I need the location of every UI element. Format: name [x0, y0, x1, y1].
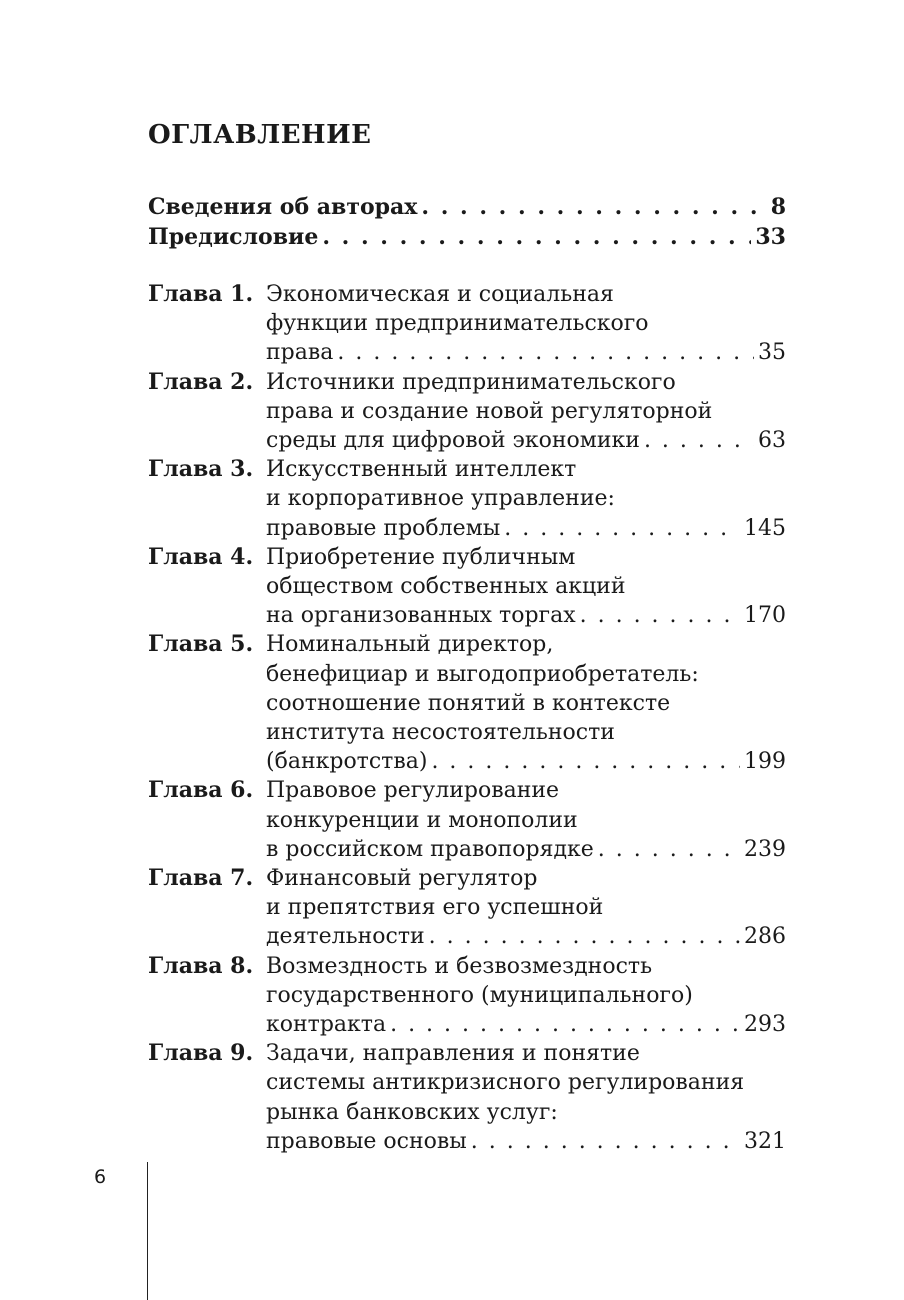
chapter-title-line: соотношение понятий в контексте [266, 690, 671, 716]
dot-leader [431, 747, 740, 776]
chapter-title-line: и корпоративное управление: [266, 486, 615, 512]
chapter-title-line: Правовое регулирование [266, 778, 560, 804]
dot-leader [390, 1010, 740, 1039]
chapter-last-line [266, 835, 786, 864]
chapter-label: Глава 5. [148, 631, 254, 658]
chapter-title-line: (банкротства) [266, 749, 428, 775]
chapter-body [266, 543, 786, 631]
chapter-page: 239 [744, 836, 786, 862]
chapter-title-line: среды для цифровой экономики [266, 428, 640, 454]
toc-entry-authors [148, 192, 786, 222]
chapter-body [266, 368, 786, 456]
chapter-label: Глава 2. [148, 368, 254, 395]
chapter-label: Глава 9. [148, 1040, 254, 1067]
dot-leader [421, 192, 766, 222]
dot-leader [644, 426, 754, 455]
chapter-body [266, 776, 786, 864]
chapter-title-line: Экономическая и социальная [266, 282, 614, 307]
chapter-title-line: правовые проблемы [266, 515, 501, 541]
chapter-label: Глава 1. [148, 281, 254, 307]
chapter-title-line: обществом собственных акций [266, 574, 626, 600]
chapter-title-line: права и создание новой регуляторной [266, 398, 713, 424]
chapter-title-line: в российском правопорядке [266, 836, 594, 862]
toc-entry-title: Сведения об авторах [148, 194, 418, 220]
dot-leader [580, 601, 740, 630]
chapter-page: 286 [744, 924, 786, 950]
toc-entry-title: Предисловие [148, 224, 319, 250]
chapter-page: 321 [744, 1128, 786, 1154]
toc-chapter-4 [148, 543, 786, 631]
chapter-label: Глава 8. [148, 952, 254, 979]
toc-entry-page: 33 [755, 224, 786, 250]
chapter-title-line: правовые основы [266, 1128, 467, 1154]
chapter-page: 35 [758, 340, 786, 366]
toc-chapter-7 [148, 864, 786, 952]
toc-entry-page: 8 [770, 194, 786, 220]
chapter-title-line: государственного (муниципального) [266, 982, 693, 1008]
toc-chapter-6 [148, 776, 786, 864]
chapter-title-line: Источники предпринимательского [266, 369, 676, 395]
chapter-body [266, 952, 786, 1040]
toc-heading: ОГЛАВЛЕНИЕ [148, 120, 372, 150]
toc-chapter-3 [148, 455, 786, 543]
chapter-title-line: Номинальный директор, [266, 632, 554, 658]
chapter-title-line: рынка банковских услуг: [266, 1099, 558, 1125]
chapter-last-line [266, 922, 786, 951]
chapter-last-line [266, 747, 786, 776]
toc-chapter-9 [148, 1039, 786, 1156]
chapter-body [266, 630, 786, 776]
chapter-title-line: Приобретение публичным [266, 544, 576, 570]
chapter-label: Глава 4. [148, 543, 254, 570]
front-matter-list [148, 192, 786, 252]
chapter-list [148, 280, 786, 1156]
chapter-last-line [266, 426, 786, 455]
chapter-label: Глава 3. [148, 456, 254, 483]
dot-leader [429, 922, 740, 951]
chapter-page: 145 [744, 515, 786, 541]
chapter-title-line: Искусственный интеллект [266, 457, 577, 483]
toc-chapter-2 [148, 368, 786, 456]
chapter-body [266, 280, 786, 368]
chapter-title-line: контракта [266, 1012, 387, 1038]
chapter-title-line: права [266, 340, 334, 366]
toc-chapter-8 [148, 952, 786, 1040]
chapter-page: 63 [758, 428, 786, 454]
chapter-body [266, 455, 786, 543]
chapter-title-line: конкуренции и монополии [266, 807, 578, 833]
dot-leader [598, 835, 740, 864]
dot-leader [504, 514, 740, 543]
chapter-title-line: Задачи, направления и понятие [266, 1041, 640, 1067]
chapter-label: Глава 6. [148, 777, 254, 804]
chapter-title-line: функции предпринимательского [266, 311, 649, 337]
chapter-body [266, 1039, 786, 1156]
chapter-last-line [266, 601, 786, 630]
chapter-last-line [266, 338, 786, 367]
chapter-last-line [266, 1010, 786, 1039]
chapter-title-line: Возмездность и безвозмездность [266, 953, 653, 979]
chapter-title-line: бенефициар и выгодоприобретатель: [266, 661, 699, 687]
chapter-last-line [266, 514, 786, 543]
toc-entry-preface [148, 222, 786, 252]
chapter-title-line: системы антикризисного регулирования [266, 1070, 745, 1096]
chapter-body [266, 864, 786, 952]
dot-leader [471, 1127, 740, 1156]
toc-chapter-5 [148, 630, 786, 776]
dot-leader [337, 338, 754, 367]
chapter-page: 293 [744, 1012, 786, 1038]
chapter-title-line: и препятствия его успешной [266, 895, 604, 921]
margin-rule [147, 1162, 148, 1300]
page-number: 6 [94, 1166, 107, 1188]
chapter-title-line: деятельности [266, 924, 425, 950]
chapter-title-line: института несостоятельности [266, 720, 615, 746]
chapter-label: Глава 7. [148, 865, 254, 892]
chapter-title-line: Финансовый регулятор [266, 866, 538, 892]
chapter-page: 199 [744, 749, 786, 775]
chapter-last-line [266, 1127, 786, 1156]
toc-chapter-1 [148, 280, 786, 368]
chapter-page: 170 [744, 603, 786, 629]
chapter-title-line: на организованных торгах [266, 603, 576, 629]
dot-leader [322, 222, 751, 252]
